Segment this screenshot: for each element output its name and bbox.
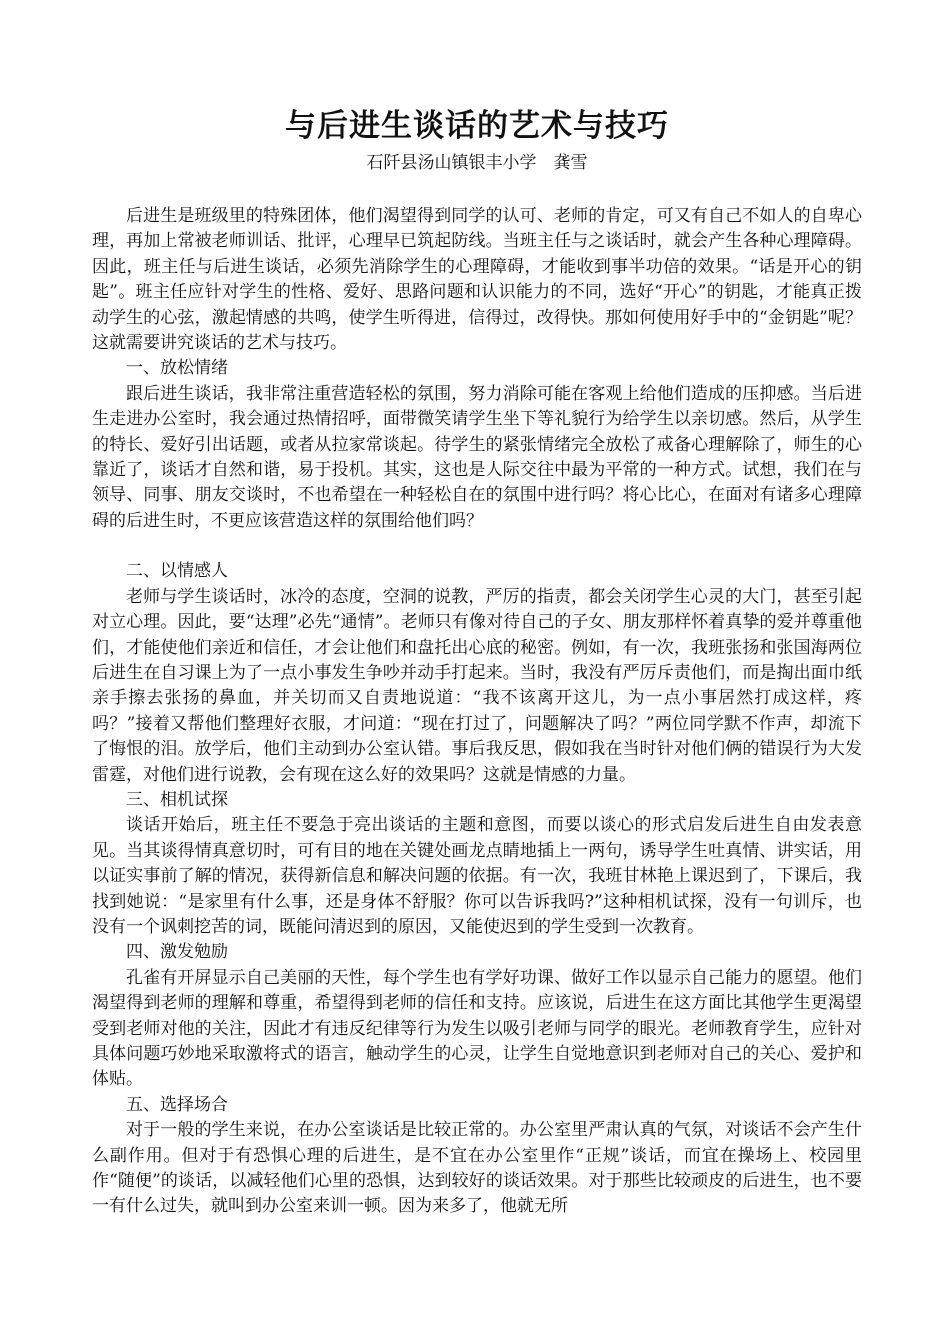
section-heading-3: 三、相机试探 — [126, 789, 228, 810]
section-heading-4: 四、激发勉励 — [126, 942, 228, 963]
section-paragraph-1: 跟后进生谈话，我非常注重营造轻松的氛围，努力消除可能在客观上给他们造成的压抑感。当后进生走进办公室时，我会通过热情招呼，面带微笑请学生坐下等礼貌行为给学生以亲切感。然后，从学生的特长、爱好引出话题，或者从拉家常谈起。待学生的紧张情绪完全放松了戒备心理解除了，师生的心靠近了，谈话才自然和谐，易于投机。其实，这也是人际交往中最为平常的一种方式。试想，我们在与领导、同事、朋友交谈时，不也希望在一种轻松自在的氛围中进行吗？将心比心，在面对有诸多心理障碍的后进生时，不更应该营造这样的氛围给他们吗？ — [92, 383, 862, 531]
document-author: 石阡县汤山镇银丰小学 龚雪 — [366, 153, 588, 173]
section-paragraph-2: 老师与学生谈话时，冰冷的态度，空洞的说教，严厉的指责，都会关闭学生心灵的大门，甚至引起对立心理。因此，要“达理”必先“通情”。老师只有像对待自己的子女、朋友那样怀着真挚的爱并尊重他们，才能使他们亲近和信任，才会让他们和盘托出心底的秘密。例如，有一次，我班张扬和张国海两位后进生在自习课上为了一点小事发生争吵并动手打起来。当时，我没有严厉斥责他们，而是掏出面巾纸亲手擦去张扬的鼻血，并关切而又自责地说道：“我不该离开这儿，为一点小事居然打成这样，疼吗？”接着又帮他们整理好衣服，才问道：“现在打过了，问题解决了吗？”两位同学默不作声，却流下了悔恨的泪。放学后，他们主动到办公室认错。事后我反思，假如我在当时针对他们俩的错误行为大发雷霆，对他们进行说教，会有现在这么好的效果吗？这就是情感的力量。 — [92, 586, 862, 785]
intro-paragraph: 后进生是班级里的特殊团体，他们渴望得到同学的认可、老师的肯定，可又有自己不如人的自卑心理，再加上常被老师训话、批评，心理早已筑起防线。当班主任与之谈话时，就会产生各种心理障碍。 因此，班主任与后进生谈话，必须先消除学生的心理障碍，才能收到事半功倍的效果。“话是开心的钥匙”。班主任应针对学生的性格、爱好、思路问题和认识能力的不同，选好“开心”的钥匙，才能真正拨动学生的心弦，激起情感的共鸣，使学生听得进，信得过，改得快。那如何使用好手中的“金钥匙”呢？这就需要讲究谈话的艺术与技巧。 — [92, 206, 862, 354]
blank-line — [92, 534, 862, 559]
section-paragraph-3: 谈话开始后，班主任不要急于亮出谈话的主题和意图，而要以谈心的形式启发后进生自由发表意见。当其谈得情真意切时，可有目的地在关键处画龙点睛地插上一两句，诱导学生吐真情、讲实话，用以证实事前了解的情况，获得新信息和解决问题的依据。有一次，我班甘林艳上课迟到了，下课后，我找到她说：“是家里有什么事，还是身体不舒服？你可以告诉我吗?”这种相机试探，没有一句训斥，也没有一个讽刺挖苦的词，既能问清迟到的原因，又能使迟到的学生受到一次教育。 — [92, 815, 862, 937]
section-heading-1: 一、放松情绪 — [126, 358, 228, 379]
section-paragraph-5: 对于一般的学生来说，在办公室谈话是比较正常的。办公室里严肃认真的气氛，对谈话不会产生什么副作用。但对于有恐惧心理的后进生，是不宜在办公室里作“正规”谈话，而宜在操场上、校园里作“随便”的谈话，以减轻他们心里的恐惧，达到较好的谈话效果。对于那些比较顽皮的后进生，也不要一有什么过失，就叫到办公室来训一顿。因为来多了，他就无所 — [92, 1120, 862, 1217]
section-heading-2: 二、以情感人 — [126, 561, 228, 582]
section-heading-5: 五、选择场合 — [126, 1094, 228, 1115]
document-title: 与后进生谈话的艺术与技巧 — [285, 108, 669, 144]
section-paragraph-4: 孔雀有开屏显示自己美丽的天性，每个学生也有学好功课、做好工作以显示自己能力的愿望。他们渴望得到老师的理解和尊重，希望得到老师的信任和支持。应该说，后进生在这方面比其他学生更渴望受到老师对他的关注，因此才有违反纪律等行为发生以吸引老师与同学的眼光。老师教育学生，应针对具体问题巧妙地采取激将式的语言，触动学生的心灵，让学生自觉地意识到老师对自己的关心、爱护和体贴。 — [92, 967, 862, 1090]
